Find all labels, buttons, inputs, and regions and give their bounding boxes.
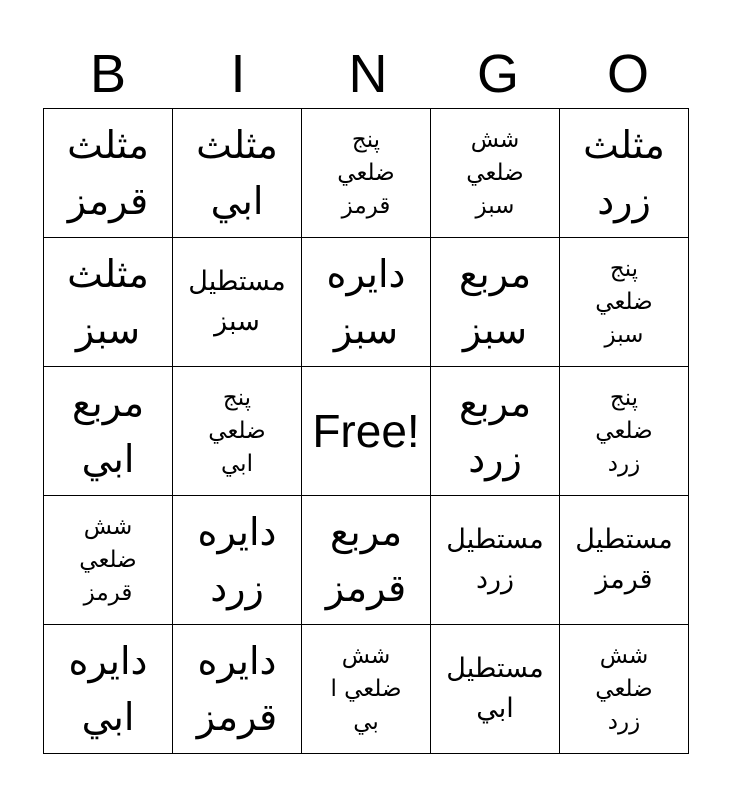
cell-text-line: قرمز bbox=[595, 564, 653, 595]
cell-text-line: پنج bbox=[222, 384, 252, 411]
free-space[interactable] bbox=[302, 367, 431, 496]
bingo-cell[interactable] bbox=[431, 109, 560, 238]
cell-text-line: قرمز bbox=[83, 579, 133, 606]
bingo-cell[interactable] bbox=[44, 496, 173, 625]
cell-text-line: ضلعي bbox=[79, 546, 137, 573]
cell-text-line: مستطيل bbox=[188, 266, 286, 297]
header-letter-g: G bbox=[476, 44, 519, 104]
cell-text-line: ضلعي bbox=[466, 159, 524, 186]
cell-text-line: ابي bbox=[81, 695, 135, 739]
cell-text-line: سبز bbox=[604, 321, 644, 348]
header-letter-o: O bbox=[606, 44, 649, 104]
cell-text-line: ضلعي ا bbox=[330, 675, 402, 702]
cell-text-line: سبز bbox=[75, 308, 141, 352]
cell-text-line: ابي bbox=[476, 693, 514, 724]
bingo-cell[interactable] bbox=[431, 625, 560, 754]
cell-text-line: مربع bbox=[71, 381, 145, 425]
bingo-cell[interactable] bbox=[173, 238, 302, 367]
bingo-cell[interactable] bbox=[560, 625, 689, 754]
bingo-cell[interactable] bbox=[173, 496, 302, 625]
cell-text-line: مثلث bbox=[67, 252, 149, 296]
cell-text-line: مستطيل bbox=[446, 653, 544, 684]
bingo-cell[interactable] bbox=[44, 625, 173, 754]
bingo-cell[interactable] bbox=[44, 367, 173, 496]
cell-text-line: زرد bbox=[607, 708, 641, 735]
cell-text-line: دايره bbox=[197, 639, 277, 683]
cell-text-line: شش bbox=[599, 642, 649, 669]
cell-text-line: دايره bbox=[197, 510, 277, 554]
cell-text-line: ضلعي bbox=[208, 417, 266, 444]
cell-text-line: مثلث bbox=[196, 123, 278, 167]
bingo-row bbox=[44, 367, 689, 496]
header-letter-b: B bbox=[89, 44, 127, 104]
cell-text-line: مربع bbox=[458, 381, 532, 425]
cell-text-line: مستطيل bbox=[446, 524, 544, 555]
cell-text-line: سبز bbox=[214, 306, 260, 337]
bingo-cell[interactable] bbox=[173, 625, 302, 754]
bingo-row bbox=[44, 109, 689, 238]
cell-text-line: زرد bbox=[468, 437, 522, 481]
cell-text-line: ضلعي bbox=[595, 288, 653, 315]
cell-text-line: ضلعي bbox=[595, 675, 653, 702]
bingo-cell[interactable] bbox=[560, 238, 689, 367]
bingo-cell[interactable] bbox=[431, 496, 560, 625]
bingo-cell[interactable] bbox=[302, 625, 431, 754]
cell-text-line: بي bbox=[353, 708, 379, 735]
cell-text-line: قرمز bbox=[196, 695, 278, 739]
bingo-cell[interactable] bbox=[302, 109, 431, 238]
cell-text-line: مثلث bbox=[67, 123, 149, 167]
cell-text-line: سبز bbox=[462, 308, 528, 352]
cell-text-line: ضلعي bbox=[595, 417, 653, 444]
cell-text-line: ابي bbox=[221, 450, 253, 477]
cell-text-line: سبز bbox=[333, 308, 399, 352]
bingo-cell[interactable] bbox=[44, 238, 173, 367]
cell-text-line: پنج bbox=[351, 126, 381, 153]
cell-text-line: شش bbox=[341, 642, 391, 669]
bingo-cell[interactable] bbox=[560, 109, 689, 238]
cell-text-line: مستطيل bbox=[575, 524, 673, 555]
bingo-row bbox=[44, 238, 689, 367]
free-space-label: Free! bbox=[312, 405, 420, 457]
cell-text-line: زرد bbox=[597, 179, 651, 223]
cell-text-line: قرمز bbox=[341, 192, 391, 219]
cell-text-line: زرد bbox=[210, 566, 264, 610]
cell-text-line: پنج bbox=[609, 255, 639, 282]
cell-text-line: مربع bbox=[329, 510, 403, 554]
cell-text-line: قرمز bbox=[67, 179, 149, 223]
bingo-cell[interactable] bbox=[173, 367, 302, 496]
bingo-cell[interactable] bbox=[173, 109, 302, 238]
cell-text-line: مثلث bbox=[583, 123, 665, 167]
cell-text-line: ابي bbox=[210, 179, 264, 223]
bingo-cell[interactable] bbox=[431, 367, 560, 496]
cell-text-line: شش bbox=[470, 126, 520, 153]
cell-text-line: دايره bbox=[68, 639, 148, 683]
cell-text-line: شش bbox=[83, 513, 133, 540]
cell-text-line: پنج bbox=[609, 384, 639, 411]
bingo-cell[interactable] bbox=[431, 238, 560, 367]
cell-text-line: ابي bbox=[81, 437, 135, 481]
bingo-cell[interactable] bbox=[302, 238, 431, 367]
bingo-row bbox=[44, 625, 689, 754]
bingo-card-grid bbox=[43, 108, 689, 754]
bingo-cell[interactable] bbox=[560, 496, 689, 625]
bingo-cell[interactable] bbox=[302, 496, 431, 625]
header-letter-n: N bbox=[348, 44, 388, 104]
cell-text-line: مربع bbox=[458, 252, 532, 296]
cell-text-line: ضلعي bbox=[337, 159, 395, 186]
bingo-cell[interactable] bbox=[560, 367, 689, 496]
cell-text-line: قرمز bbox=[325, 566, 407, 610]
bingo-row bbox=[44, 496, 689, 625]
bingo-cell[interactable] bbox=[44, 109, 173, 238]
bingo-header bbox=[43, 40, 693, 108]
header-letter-i: I bbox=[230, 44, 246, 104]
cell-text-line: سبز bbox=[475, 192, 515, 219]
cell-text-line: زرد bbox=[607, 450, 641, 477]
cell-text-line: زرد bbox=[475, 564, 515, 595]
cell-text-line: دايره bbox=[326, 252, 406, 296]
